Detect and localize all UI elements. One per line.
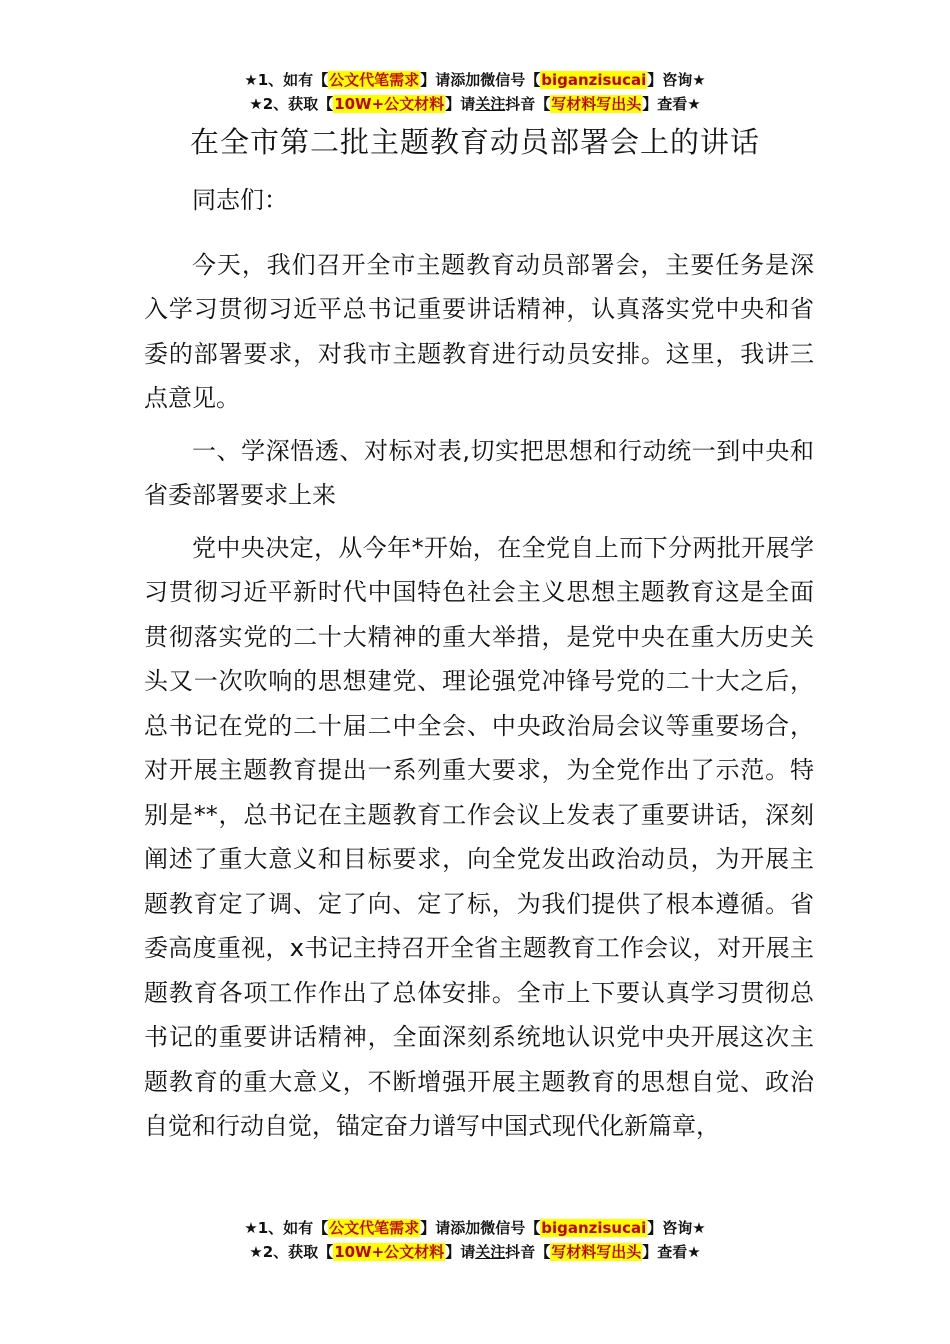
- footer-banner: [0, 1216, 950, 1264]
- banner-text: ★2、获取【: [249, 95, 334, 113]
- banner-line-2: [0, 92, 950, 116]
- greeting: 同志们：: [192, 186, 288, 214]
- banner-text: ★1、如有【: [244, 71, 329, 89]
- banner-line-2: [0, 1240, 950, 1264]
- banner-highlight: biganzisucai: [541, 71, 647, 89]
- banner-text: 抖音【: [505, 1243, 551, 1261]
- header-banner: [0, 68, 950, 116]
- banner-text: 】查看★: [642, 1243, 701, 1261]
- banner-highlight: 10W+公文材料: [334, 1243, 445, 1261]
- paragraph: 党中央决定，从今年*开始，在全党自上而下分两批开展学习贯彻习近平新时代中国特色社会主义思想主题教育这是全面贯彻落实党的二十大精神的重大举措，是党中央在重大历史关头又一次吹响的思想建党、理论强党冲锋号党的二十大之后，总书记在党的二十届二中全会、中央政治局会议等重要场合，对开展主题教育提出一系列重大要求，为全党作出了示范。特别是**，总书记在主题教育工作会议上发表了重要讲话，深刻阐述了重大意义和目标要求，向全党发出政治动员，为开展主题教育定了调、定了向、定了标，为我们提供了根本遵循。省委高度重视，x书记主持召开全省主题教育工作会议，对开展主题教育各项工作作出了总体安排。全市上下要认真学习贯彻总书记的重要讲话精神，全面深刻系统地认识党中央开展这次主题教育的重大意义，不断增强开展主题教育的思想自觉、政治自觉和行动自觉，锚定奋力谱写中国式现代化新篇章，: [144, 533, 814, 1140]
- banner-highlight: biganzisucai: [541, 1219, 647, 1237]
- banner-text: ★2、获取【: [249, 1243, 334, 1261]
- banner-text: 】请: [445, 95, 476, 113]
- banner-highlight: 公文代笔需求: [329, 1219, 420, 1237]
- banner-highlight: 10W+公文材料: [334, 95, 445, 113]
- banner-underlined-text: 关注: [475, 95, 506, 113]
- banner-line-1: [0, 68, 950, 92]
- banner-highlight: 公文代笔需求: [329, 71, 420, 89]
- banner-underlined-text: 关注: [475, 1243, 506, 1261]
- banner-text: 】请添加微信号【: [420, 71, 541, 89]
- document-title: 在全市第二批主题教育动员部署会上的讲话: [189, 125, 760, 159]
- banner-text: 】请: [445, 1243, 476, 1261]
- section-heading: 一、学深悟透、对标对表,切实把思想和行动统一到中央和省委部署要求上来: [144, 436, 814, 509]
- banner-highlight: 写材料写出头: [551, 1243, 642, 1261]
- banner-text: 抖音【: [505, 95, 551, 113]
- banner-highlight: 写材料写出头: [551, 95, 642, 113]
- banner-text: 】请添加微信号【: [420, 1219, 541, 1237]
- document-body: [144, 178, 814, 1157]
- banner-text: ★1、如有【: [244, 1219, 329, 1237]
- banner-text: 】查看★: [642, 95, 701, 113]
- banner-line-1: [0, 1216, 950, 1240]
- banner-text: 】咨询★: [647, 71, 706, 89]
- paragraph: 今天，我们召开全市主题教育动员部署会，主要任务是深入学习贯彻习近平总书记重要讲话精神，认真落实党中央和省委的部署要求，对我市主题教育进行动员安排。这里，我讲三点意见。: [144, 250, 814, 412]
- banner-text: 】咨询★: [647, 1219, 706, 1237]
